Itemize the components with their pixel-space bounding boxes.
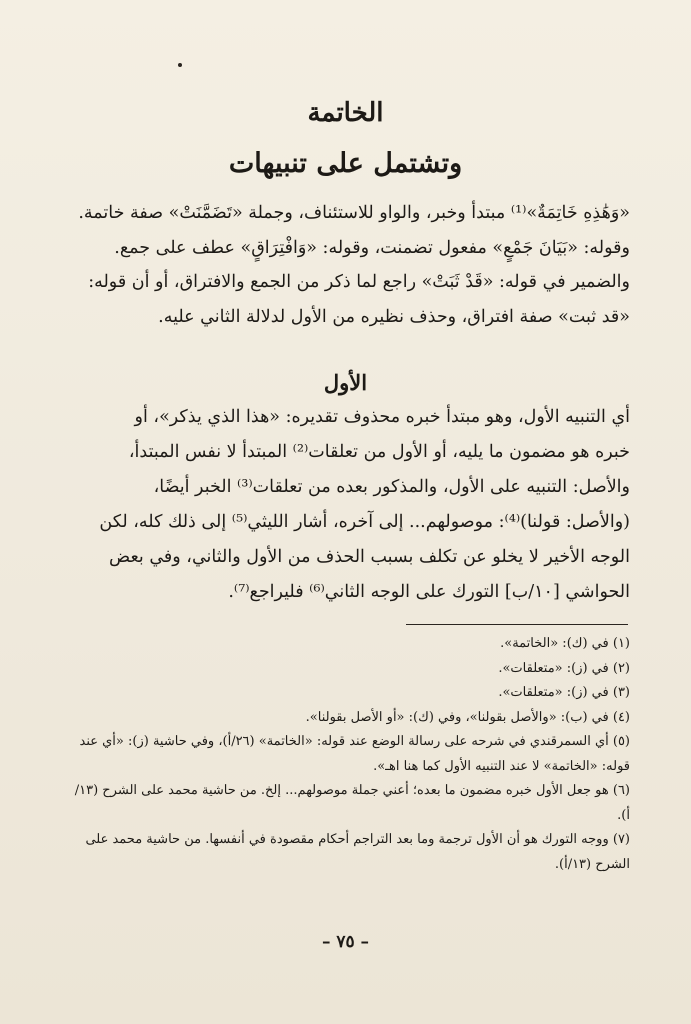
text-line: الوجه الأخير لا يخلو عن تكلف بسبب الحذف من الأول والثاني، وفي بعض — [109, 547, 630, 567]
footnote: (٧) ووجه التورك هو أن الأول ترجمة وما بعد التراجم أحكام مقصودة في أنفسها. من حاشية محمد على الشرح (١٣/أ). — [85, 832, 630, 872]
text-line: والضمير في قوله: «قَدْ ثَبَتْ» راجع لما ذكر من الجمع والافتراق، أو أن قوله: — [88, 272, 630, 292]
text-line: وقوله: «بَيَانَ جَمْعٍ» مفعول تضمنت، وقوله: «وَافْتِرَاقٍ» عطف على جمع. — [114, 237, 630, 258]
first-note-paragraph — [66, 400, 630, 610]
text-line: والأصل: التنبيه على الأول، والمذكور بعده من تعلقات⁽³⁾ الخبر أيضًا، — [153, 477, 630, 497]
text-line: الحواشي [١٠/ب] التورك على الوجه الثاني⁽⁶⁾ فليراجع⁽⁷⁾. — [228, 582, 630, 602]
section-heading: الأول — [323, 370, 368, 395]
footnote: (٦) هو جعل الأول خبره مضمون ما بعده؛ أعني جملة موصولهم... إلخ. من حاشية محمد على الشرح (١٣/أ). — [74, 783, 630, 823]
footnote: (٢) في (ز): «متعلقات». — [498, 660, 630, 676]
footnote: (١) في (ك): «الخاتمة». — [500, 636, 630, 651]
ink-speck — [178, 63, 182, 67]
text-line: أي التنبيه الأول، وهو مبتدأ خبره محذوف تقديره: «هذا الذي يذكر»، أو — [134, 407, 630, 427]
text-line: خبره هو مضمون ما يليه، أو الأول من تعلقات⁽²⁾ المبتدأ لا نفس المبتدأ، — [128, 442, 630, 462]
footnotes — [66, 632, 630, 877]
page-number: – ٧٥ – — [321, 932, 370, 952]
chapter-title: الخاتمة — [307, 98, 384, 128]
chapter-subtitle: وتشتمل على تنبيهات — [228, 148, 463, 179]
text-line: «وَهَٰذِهِ خَاتِمَةٌ»⁽¹⁾ مبتدأ وخبر، والواو للاستئناف، وجملة «تَضَمَّنَتْ» صفة خاتمة. — [78, 203, 630, 223]
text-line: «قد ثبت» صفة افتراق، وحذف نظيره من الأول لدلالة الثاني عليه. — [158, 306, 630, 327]
footnote: (٤) في (ب): «والأصل بقولنا»، وفي (ك): «أو الأصل بقولنا». — [305, 709, 630, 725]
intro-paragraph — [66, 196, 630, 334]
footnote: (٥) أي السمرقندي في شرحه على رسالة الوضع عند قوله: «الخاتمة» (٢٦/أ)، وفي حاشية (ز): «أي عند قوله: «الخاتمة» لا عند التنبيه الأول كما هنا اهـ». — [79, 734, 630, 774]
text-line: (والأصل: قولنا)⁽⁴⁾: موصولهم... إلى آخره، أشار الليثي⁽⁵⁾ إلى ذلك كله، لكن — [99, 512, 630, 532]
footnote-separator — [406, 624, 628, 625]
footnote: (٣) في (ز): «متعلقات». — [498, 685, 630, 700]
